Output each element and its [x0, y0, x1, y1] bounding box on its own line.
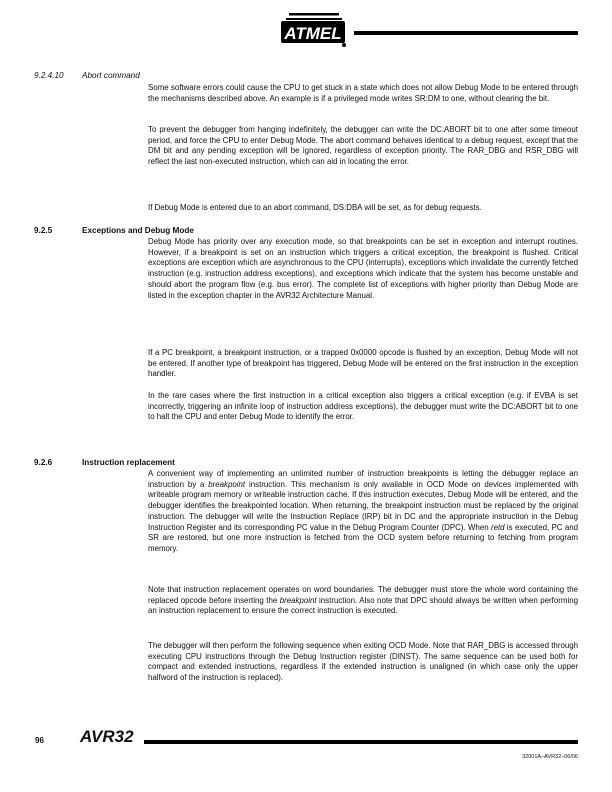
paragraph: To prevent the debugger from hanging indefinitely, the debugger can write the DC:ABORT bit to one after some timeout period, and force the CPU to enter Debug Mode. The abort command behaves identical to a debug request, except that the DM bit and any pending exception will be ignored, regardless of exception priority. The RAR_DBG and RSR_DBG will reflect the last non-executed instruction, which can aid in locating the error. — [148, 125, 578, 167]
section-number: 9.2.5 — [34, 226, 53, 235]
header-rule — [354, 31, 578, 35]
paragraph: In the rare cases where the first instruction in a critical exception also triggers a critical exception (e.g. if EVBA is set incorrectly, triggering an infinite loop of instruction address exceptions), the debugger must write the DC:ABORT bit to one to halt the CPU and enter Debug Mode to identify the error. — [148, 391, 578, 422]
keyword-breakpoint: breakpoint — [208, 479, 246, 489]
section-title: Abort command — [82, 71, 140, 80]
page-number: 96 — [35, 736, 44, 745]
footer-rule — [144, 740, 578, 744]
paragraph: A convenient way of implementing an unlimited number of instruction breakpoints is letting the debugger replace an instruction by a breakpoint instruction. This mechanism is only available in OCD Mode on devices implemented with writeable program memory or writeable instruction cache. If this instruction executes, Debug Mode will be entered, and the debugger identifies the breakpointed location. When returning, the breakpoint instruction must be replaced by the original instruction. The debugger will write the Instruction Replace (IRP) bit in DC and the appropriate instruction in the Debug Instruction Register and its corresponding PC value in the Debug Program Counter (DPC). When retd is executed, PC and SR are restored, but one more instruction is fetched from the OCD system before returning to fetching from program memory. — [148, 469, 579, 553]
section-title: Exceptions and Debug Mode — [82, 226, 194, 235]
section-title: Instruction replacement — [82, 458, 175, 467]
paragraph: If a PC breakpoint, a breakpoint instruction, or a trapped 0x0000 opcode is flushed by an exception, Debug Mode will not be entered. If another type of breakpoint has triggered, Debug Mode will be entered on the first instruction in the exception handler. — [148, 348, 578, 379]
footer-title: AVR32 — [80, 727, 134, 746]
paragraph: Debug Mode has priority over any execution mode, so that breakpoints can be set in exception and interrupt routines. However, if a breakpoint is set on an instruction which triggers a critical exception, the breakpoint is flushed. Critical exceptions are exception which are asynchronous to the CPU (interrupts), exceptions which invalidate the currently fetched instruction (e.g. instruction address exceptions), and exceptions which indicate that the system has become unstable and should abort the program flow (e.g. bus error). The complete list of exceptions with higher priority than Debug Mode are listed in the exception chapter in the AVR32 Architecture Manual. — [148, 237, 578, 300]
section-number: 9.2.4.10 — [34, 71, 64, 80]
keyword-breakpoint: breakpoint — [279, 595, 317, 605]
document-reference: 32001A–AVR32–06/06 — [522, 754, 578, 760]
atmel-logo — [281, 10, 347, 48]
paragraph: Note that instruction replacement operates on word boundaries. The debugger must store the whole word containing the replaced opcode before inserting the breakpoint instruction. Also note that DPC should always be written when performing an instruction replacement to ensure the correct instruction is executed. — [148, 585, 578, 616]
keyword-retd: retd — [490, 522, 505, 532]
paragraph: The debugger will then perform the following sequence when exiting OCD Mode. Note that RAR_DBG is accessed through executing CPU instructions through the Debug Instruction register (DINST). The same sequence can be used both for compact and extended instructions, regardless if the extended instruction is unaligned (in which case only the upper halfword of the instruction is replaced). — [148, 641, 578, 683]
paragraph: If Debug Mode is entered due to an abort command, DS:DBA will be set, as for debug requests. — [148, 203, 482, 212]
section-number: 9.2.6 — [34, 458, 53, 467]
logo-text: ATMEL — [284, 24, 342, 43]
paragraph: Some software errors could cause the CPU to get stuck in a state which does not allow Debug Mode to be entered through the mechanisms described above. An example is if a privileged mode writes SR:DM to one, without clearing the bit. — [148, 83, 578, 103]
